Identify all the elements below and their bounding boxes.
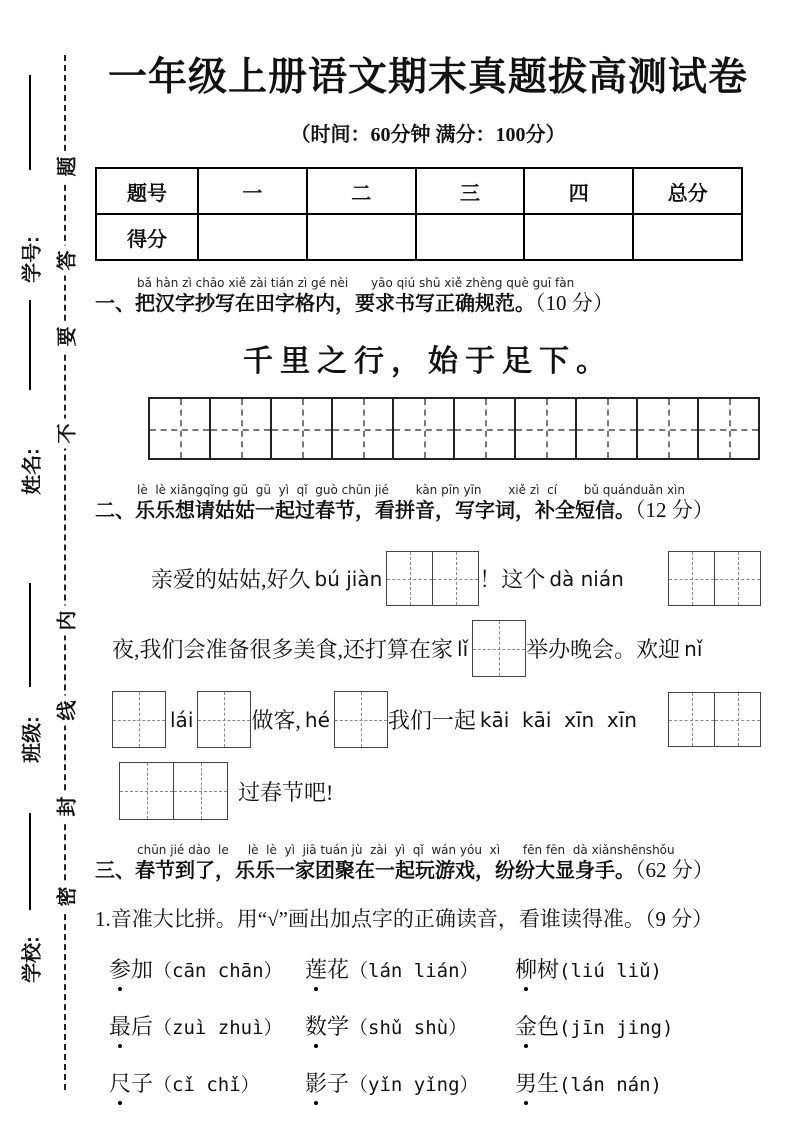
pinyin-choice[interactable]: 莲花（lán lián）: [305, 953, 515, 984]
section-number: 三、: [95, 860, 135, 882]
tianzige-cell[interactable]: [577, 399, 638, 458]
seal-char: 要: [48, 322, 83, 352]
exam-paper: [95, 0, 761, 1098]
pinyin-choice[interactable]: 尺子（cǐ chǐ）: [109, 1067, 305, 1098]
letter-text: 做客,: [251, 708, 301, 733]
letter-text: 亲爱的姑姑,好久: [151, 567, 311, 592]
score-cell[interactable]: [198, 214, 307, 260]
pinyin-choice-grid: [109, 953, 761, 1098]
name-label: 姓名:: [21, 448, 44, 495]
section-one-pinyin: bǎ hàn zì chāo xiě zài tián zì gé nèi yāo qiú shū xiě zhèng què guī fàn: [137, 276, 575, 290]
seal-char: 答: [48, 246, 83, 276]
pinyin-choice[interactable]: 影子（yǐn yǐng）: [305, 1067, 515, 1098]
section-text: 春节到了，乐乐一家团聚在一起玩游戏，纷纷大显身手。: [135, 860, 635, 882]
letter-pinyin: kāi kāi xīn xīn: [479, 707, 637, 732]
letter-pinyin: lǐ: [457, 636, 469, 661]
seal-char: 密: [48, 882, 83, 912]
seal-char: 内: [48, 606, 83, 636]
answer-box[interactable]: [197, 691, 251, 748]
letter-pinyin: nǐ: [684, 636, 703, 661]
letter-pinyin: hé: [304, 707, 330, 732]
section-number: 一、: [95, 293, 135, 315]
seal-char: 不: [48, 419, 83, 449]
score-cell[interactable]: [524, 214, 633, 260]
answer-box[interactable]: [668, 692, 761, 747]
letter-line-4: [95, 762, 761, 820]
section-score: （10 分）: [535, 291, 614, 315]
tianzige-cell[interactable]: [333, 399, 394, 458]
question-1-text: [95, 903, 761, 933]
score-row-label: 得分: [96, 214, 198, 260]
answer-box[interactable]: [472, 620, 526, 677]
letter-text: 举办晚会。欢迎: [526, 637, 681, 662]
section-three-pinyin: chūn jié dào le lè lè yì jiā tuán jù zài yì qǐ wán yóu xì fēn fēn dà xiǎnshēnshǒu: [137, 843, 675, 857]
tianzige-cell[interactable]: [211, 399, 272, 458]
tianzige-cell[interactable]: [272, 399, 333, 458]
section-number: 二、: [95, 500, 135, 522]
question-score: （9 分）: [644, 907, 714, 931]
score-table-header: 三: [416, 168, 525, 214]
tianzige-cell[interactable]: [455, 399, 516, 458]
pinyin-choice[interactable]: 柳树(liú liǔ): [515, 953, 741, 984]
name-fill-line[interactable]: [29, 300, 31, 390]
tianzige-cell[interactable]: [516, 399, 577, 458]
section-two-pinyin: lè lè xiǎngqǐng gū gū yì qǐ guò chūn jié kàn pīn yīn xiě zì cí bǔ quánduǎn xìn: [137, 483, 685, 497]
school-label: 学校:: [21, 936, 44, 983]
letter-pinyin: lái: [170, 707, 194, 732]
score-table-header: 题号: [96, 168, 198, 214]
class-label: 班级:: [21, 716, 44, 763]
section-two: [95, 484, 761, 525]
letter-line-2: [95, 620, 761, 677]
score-table-header: 一: [198, 168, 307, 214]
student-id-fill-line[interactable]: [29, 75, 31, 170]
letter-text: ！这个: [479, 567, 546, 592]
question-text: 1.音准大比拼。用“√”画出加点字的正确读音，看谁读得准。: [95, 907, 645, 931]
answer-box[interactable]: [112, 691, 166, 748]
page-title: 一年级上册语文期末真题拔高测试卷: [107, 56, 748, 99]
seal-char: 题: [48, 152, 83, 182]
seal-char: 线: [48, 696, 83, 726]
section-two-heading: [95, 497, 761, 525]
letter-text: 我们一起: [387, 708, 476, 733]
answer-box[interactable]: [334, 691, 388, 748]
letter-pinyin: bú jiàn: [314, 566, 383, 591]
section-three-heading: [95, 857, 761, 885]
section-one: [95, 277, 761, 318]
score-cell[interactable]: [416, 214, 525, 260]
pinyin-choice[interactable]: 金色(jīn jing): [515, 1010, 741, 1041]
score-table-header: 总分: [633, 168, 742, 214]
school-fill-line[interactable]: [29, 813, 31, 910]
score-table-header-row: [96, 168, 742, 214]
section-score: （62 分）: [635, 858, 714, 882]
section-three: [95, 844, 761, 885]
letter-line-3: [95, 691, 761, 748]
letter-text: 过春节吧!: [238, 779, 334, 805]
class-fill-line[interactable]: [29, 583, 31, 687]
pinyin-choice[interactable]: 男生(lán nán): [515, 1067, 741, 1098]
tianzige-row: [148, 397, 760, 460]
score-table-header: 二: [307, 168, 416, 214]
section-text: 乐乐想请姑姑一起过春节，看拼音，写字词，补全短信。: [135, 500, 635, 522]
tianzige-cell[interactable]: [699, 399, 758, 458]
pinyin-choice[interactable]: 数学（shǔ shù）: [305, 1010, 515, 1041]
score-table-score-row: [96, 214, 742, 260]
section-score: （12 分）: [635, 498, 714, 522]
answer-box[interactable]: [386, 551, 479, 606]
seal-char: 封: [48, 792, 83, 822]
score-cell[interactable]: [307, 214, 416, 260]
letter-text: 夜,我们会准备很多美食,还打算在家: [112, 637, 454, 662]
letter-pinyin: dà nián: [549, 566, 624, 591]
pinyin-choice[interactable]: 最后（zuì zhuì）: [109, 1010, 305, 1041]
seal-dashed-line: [64, 55, 66, 1090]
letter-line-1: [95, 551, 761, 606]
exam-subtitle: （时间：60分钟 满分：100分）: [290, 124, 566, 146]
score-table: [95, 167, 743, 261]
tianzige-cell[interactable]: [394, 399, 455, 458]
section-text: 把汉字抄写在田字格内，要求书写正确规范。: [135, 293, 535, 315]
answer-box[interactable]: [668, 551, 761, 606]
answer-box[interactable]: [119, 762, 228, 820]
tianzige-cell[interactable]: [638, 399, 699, 458]
section-one-heading: [95, 290, 761, 318]
score-cell[interactable]: [633, 214, 742, 260]
student-id-label: 学号:: [21, 236, 44, 283]
copy-sentence: 千里之行，始于足下。: [243, 345, 613, 378]
pinyin-choice[interactable]: 参加（cān chān）: [109, 953, 305, 984]
tianzige-cell[interactable]: [150, 399, 211, 458]
score-table-header: 四: [524, 168, 633, 214]
